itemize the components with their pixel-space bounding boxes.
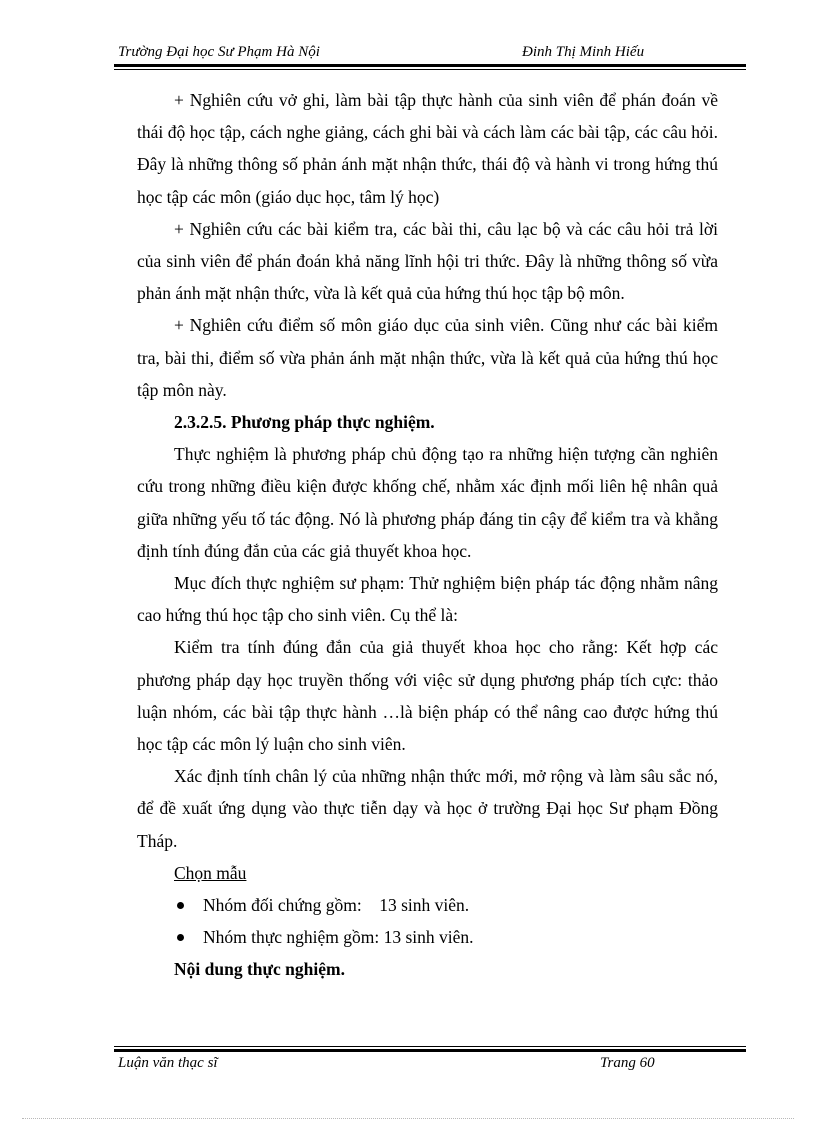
list-item-text: Nhóm thực nghiệm gồm: 13 sinh viên. — [203, 927, 474, 948]
paragraph-notes: + Nghiên cứu vở ghi, làm bài tập thực hành của sinh viên để phán đoán về thái độ học tập, cách nghe giảng, cách ghi bài và cách làm các bài tập, các câu hỏi. Đây là những thông số phản ánh mặt nhận thức, thái độ và hành vi trong hứng thú học tập các môn (giáo dục học, tâm lý học) — [137, 90, 718, 207]
section-heading-experiment: 2.3.2.5. Phương pháp thực nghiệm. — [174, 412, 435, 433]
paragraph-definition: Thực nghiệm là phương pháp chủ động tạo ra những hiện tượng cần nghiên cứu trong những điều kiện được khống chế, nhằm xác định mối liên hệ nhân quả giữa những yếu tố tác động. Nó là phương pháp đáng tin cậy để kiểm tra và khẳng định tính đúng đắn của các giả thuyết khoa học. — [137, 444, 718, 561]
header-author: Đinh Thị Minh Hiếu — [522, 44, 645, 60]
section-heading-content: Nội dung thực nghiệm. — [174, 959, 345, 980]
paragraph-purpose: Mục đích thực nghiệm sư phạm: Thử nghiệm biện pháp tác động nhằm nâng cao hứng thú học tập cho sinh viên. Cụ thể là: — [137, 573, 718, 626]
paragraph-hypothesis: Kiểm tra tính đúng đắn của giả thuyết khoa học cho rằng: Kết hợp các phương pháp dạy học truyền thống với việc sử dụng phương pháp tích cực: thảo luận nhóm, các bài tập thực hành …là biện pháp có thể nâng cao được hứng thú học tập các môn lý luận cho sinh viên. — [137, 637, 718, 755]
sample-heading-text: Chọn mẫu — [174, 862, 247, 883]
footer-rule-thick — [114, 1049, 746, 1052]
page-header — [118, 42, 744, 62]
list-item-control-group — [137, 889, 718, 921]
page-body — [137, 84, 718, 986]
paragraph-scores: + Nghiên cứu điểm số môn giáo dục của sinh viên. Cũng như các bài kiểm tra, bài thi, điểm số vừa phản ánh mặt nhận thức, vừa là kết quả của hứng thú học tập môn này. — [137, 315, 718, 400]
paragraph-truth: Xác định tính chân lý của những nhận thức mới, mở rộng và làm sâu sắc nó, để đề xuất ứng dụng vào thực tiễn dạy và học ở trường Đại học Sư phạm Đồng Tháp. — [137, 766, 718, 851]
footer-thesis-label: Luận văn thạc sĩ — [118, 1055, 218, 1071]
footer-page-number: Trang 60 — [600, 1055, 655, 1071]
sample-heading — [137, 857, 718, 889]
list-item-experiment-group — [137, 921, 718, 953]
bullet-icon — [177, 902, 184, 909]
header-rule-thin — [114, 69, 746, 70]
bullet-icon — [177, 934, 184, 941]
list-item-text: Nhóm đối chứng gồm: 13 sinh viên. — [203, 895, 470, 916]
footer-rule-thin — [114, 1046, 746, 1047]
page-bottom-divider — [22, 1118, 794, 1119]
paragraph-tests: + Nghiên cứu các bài kiểm tra, các bài thi, câu lạc bộ và các câu hỏi trả lời của sinh viên để phán đoán khả năng lĩnh hội tri thức. Đây là những thông số vừa phản ánh mặt nhận thức, vừa là kết quả của hứng thú học tập bộ môn. — [137, 218, 718, 304]
header-rule-thick — [114, 64, 746, 67]
header-school: Trường Đại học Sư Phạm Hà Nội — [118, 44, 320, 60]
